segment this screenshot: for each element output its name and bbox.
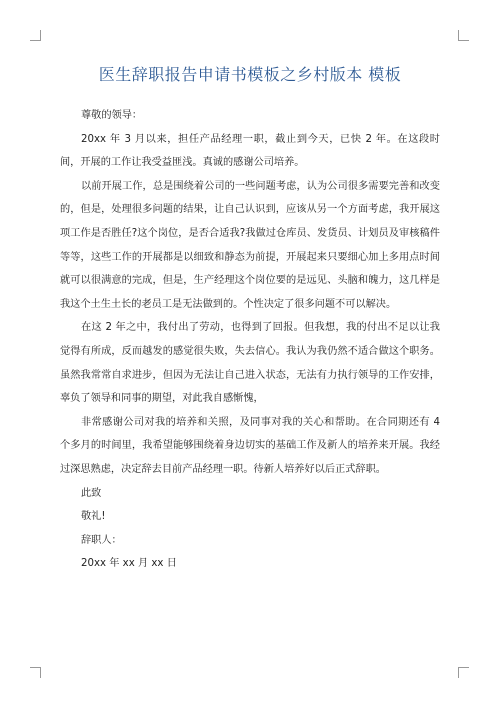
crop-mark-bottom-left [30,667,41,678]
paragraph-4: 非常感谢公司对我的培养和关照，及同事对我的关心和帮助。在合同期还有 4 个多月的时间里，我希望能够围绕着身边切实的基础工作及新人的培养来开展。我经过深思熟虑，决定辞去目前产品经理一职。待新人培养好以后正式辞职。 [60,416,440,475]
signer-label: 辞职人： [81,534,122,546]
paragraph-2: 以前开展工作，总是围绕着公司的一些问题考虑，认为公司很多需要完善和改变的，但是，处理很多问题的结果，让自己认识到，应该从另一个方面考虑，我开展这项工作是否胜任?这个岗位，是否合适我?我做过仓库员、发货员、计划员及审核稿件等等，这些工作的开展都是以细致和静态为前提，开展起来只要细心加上多用点时间就可以很满意的完成，但是，生产经理这个岗位要的是远见、头脑和魄力，这几样是我这个土生土长的老员工是无法做到的。个性决定了很多问题不可以解决。 [60,180,440,310]
salutation: 尊敬的领导： [81,110,143,121]
document-body [60,104,440,576]
crop-mark-top-right [458,30,469,41]
closing-line-2: 敬礼! [81,511,106,523]
closing-line-1: 此致 [81,487,102,499]
crop-mark-bottom-right [458,667,469,678]
paragraph-1: 20xx 年 3 月以来，担任产品经理一职，截止到今天，已快 2 年。在这段时间，开展的工作让我受益匪浅。真诚的感谢公司培养。 [60,133,440,169]
signature-date: 20xx 年 xx 月 xx 日 [81,558,177,570]
crop-mark-top-left [30,30,41,41]
paragraph-3: 在这 2 年之中，我付出了劳动，也得到了回报。但我想，我的付出不足以让我觉得有所成，反而越发的感觉很失败，失去信心。我认为我仍然不适合做这个职务。虽然我常常自求进步，但因为无法让自己进入状态，无法有力执行领导的工作安排，辜负了领导和同事的期望，对此我自感惭愧， [60,322,440,405]
document-title: 医生辞职报告申请书模板之乡村版本 模板 [98,65,402,84]
